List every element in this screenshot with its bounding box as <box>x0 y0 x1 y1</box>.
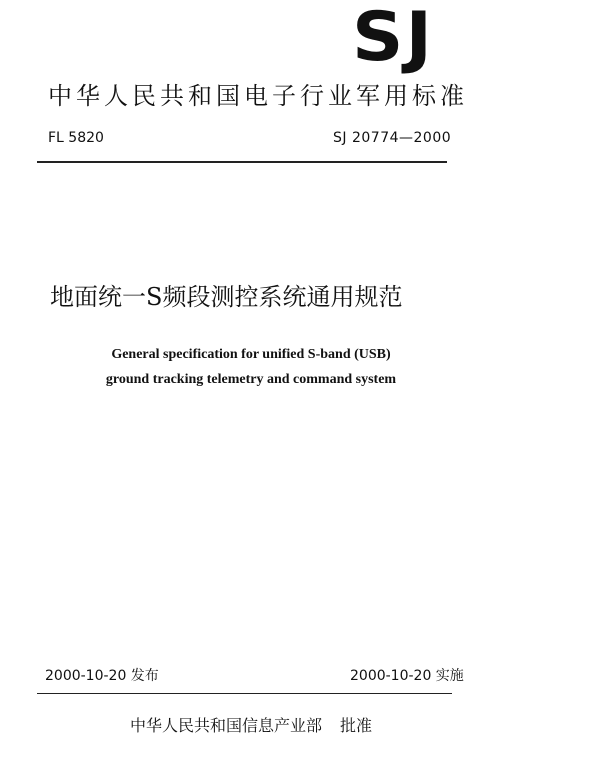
document-title-en-line2: ground tracking telemetry and command system <box>105 372 397 387</box>
approving-authority: 中华人民共和国信息产业部 <box>130 716 323 735</box>
bottom-divider <box>37 693 452 694</box>
standard-category-title: 中华人民共和国电子行业军用标准 <box>48 82 468 110</box>
document-title-cn: 地面统一S频段测控系统通用规范 <box>50 283 403 311</box>
classification-code: FL 5820 <box>48 130 104 146</box>
top-divider <box>37 161 447 163</box>
issue-date: 2000-10-20 发布 <box>45 668 159 684</box>
approval-line <box>130 718 372 734</box>
implementation-date: 2000-10-20 实施 <box>350 668 464 684</box>
standard-number: SJ 20774—2000 <box>333 130 452 146</box>
document-title-en-line1: General specification for unified S-band (USB) <box>111 347 391 362</box>
approval-word: 批准 <box>340 716 373 735</box>
sj-logo: SJ <box>352 0 435 77</box>
